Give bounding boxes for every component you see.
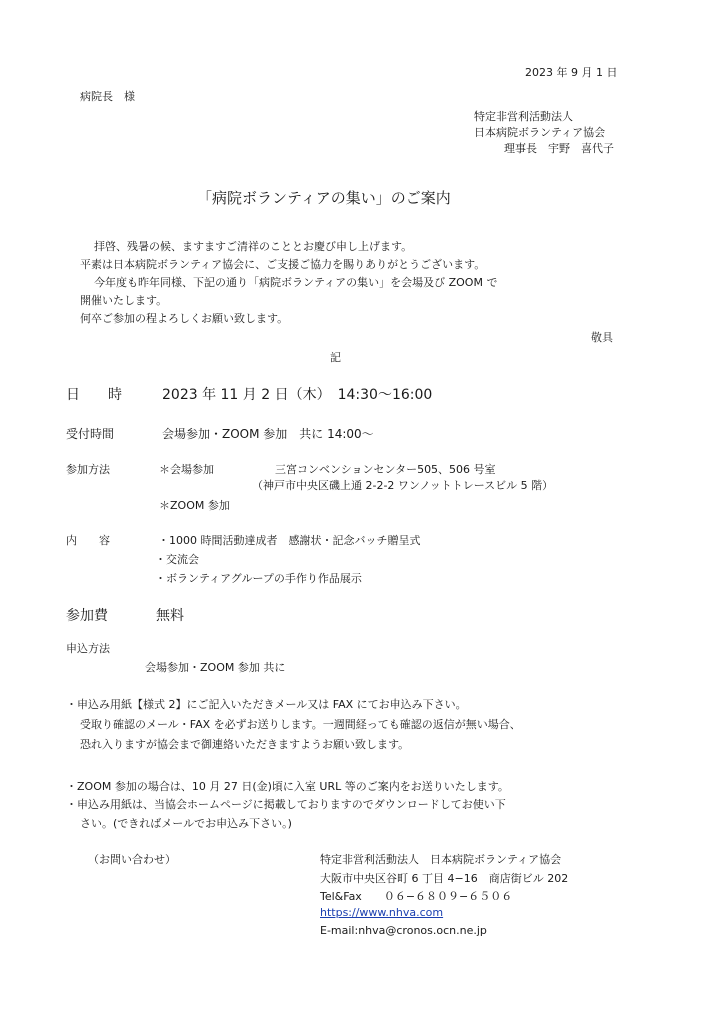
- ki-marker: 記: [330, 351, 341, 364]
- sender-org-name: 日本病院ボランティア協会: [474, 126, 606, 139]
- apply-label: 申込方法: [66, 642, 110, 655]
- contact-org: 特定非営利活動法人 日本病院ボランティア協会: [320, 853, 562, 866]
- note-3-line-1: ・申込み用紙は、当協会ホームページに掲載しておりますのでダウンロードしてお使い下: [66, 798, 506, 811]
- datetime-label: 日 時: [66, 387, 122, 403]
- body-line-1: 拝啓、残暑の候、ますますご清祥のこととお慶び申し上げます。: [94, 240, 413, 253]
- reception-value: 会場参加・ZOOM 参加 共に 14:00〜: [162, 427, 374, 441]
- sender-name: 理事長 宇野 喜代子: [504, 142, 614, 155]
- method-zoom: ＊ZOOM 参加: [159, 499, 230, 512]
- content-label: 内 容: [66, 534, 110, 547]
- datetime-value: 2023 年 11 月 2 日（木） 14:30〜16:00: [162, 387, 433, 403]
- reception-label: 受付時間: [66, 427, 115, 441]
- method-label: 参加方法: [66, 463, 110, 476]
- sender-org-type: 特定非営利活動法人: [474, 110, 573, 123]
- content-item: ・ボランティアグループの手作り作品展示: [155, 572, 362, 585]
- body-line-5: 何卒ご参加の程よろしくお願い致します。: [80, 312, 289, 325]
- addressee: 病院長 様: [80, 90, 135, 103]
- closing-keigu: 敬具: [591, 331, 613, 344]
- note-2-line-1: ・ZOOM 参加の場合は、10 月 27 日(金)頃に入室 URL 等のご案内をお送りいたします。: [66, 780, 509, 793]
- body-line-4: 開催いたします。: [80, 294, 168, 307]
- fee-value: 無料: [156, 608, 184, 624]
- contact-address: 大阪市中央区谷町 6 丁目 4−16 商店街ビル 202: [320, 872, 569, 885]
- note-1-line-2: 受取り確認のメール・FAX を必ずお送りします。一週間経っても確認の返信が無い場合、: [80, 718, 521, 731]
- fee-label: 参加費: [66, 608, 108, 624]
- contact-telfax: Tel&Fax ０６−６８０９−６５０６: [320, 890, 513, 903]
- method-venue-address: （神戸市中央区磯上通 2-2-2 ワンノットトレースビル 5 階）: [252, 479, 554, 492]
- content-item: ・1000 時間活動達成者 感謝状・記念バッチ贈呈式: [158, 534, 421, 547]
- contact-label: （お問い合わせ）: [88, 853, 176, 866]
- document-title: 「病院ボランティアの集い」のご案内: [197, 189, 451, 207]
- note-1-line-1: ・申込み用紙【様式 2】にご記入いただきメール又は FAX にてお申込み下さい。: [66, 698, 467, 711]
- body-line-2: 平素は日本病院ボランティア協会に、ご支援ご協力を賜りありがとうございます。: [80, 258, 486, 271]
- contact-email: E-mail:nhva@cronos.ocn.ne.jp: [320, 924, 487, 937]
- apply-value: 会場参加・ZOOM 参加 共に: [145, 661, 286, 674]
- content-item: ・交流会: [155, 553, 199, 566]
- note-1-line-3: 恐れ入りますが協会まで御連絡いただきますようお願い致します。: [80, 738, 410, 751]
- note-3-line-2: さい。(できればメールでお申込み下さい。): [80, 817, 292, 830]
- letter-date: 2023 年 9 月 1 日: [525, 66, 618, 79]
- contact-url-link[interactable]: https://www.nhva.com: [320, 906, 444, 919]
- body-line-3: 今年度も昨年同様、下記の通り「病院ボランティアの集い」を会場及び ZOOM で: [94, 276, 498, 289]
- method-venue-place: 三宮コンベンションセンター505、506 号室: [275, 463, 496, 476]
- method-venue: ＊会場参加: [159, 463, 214, 476]
